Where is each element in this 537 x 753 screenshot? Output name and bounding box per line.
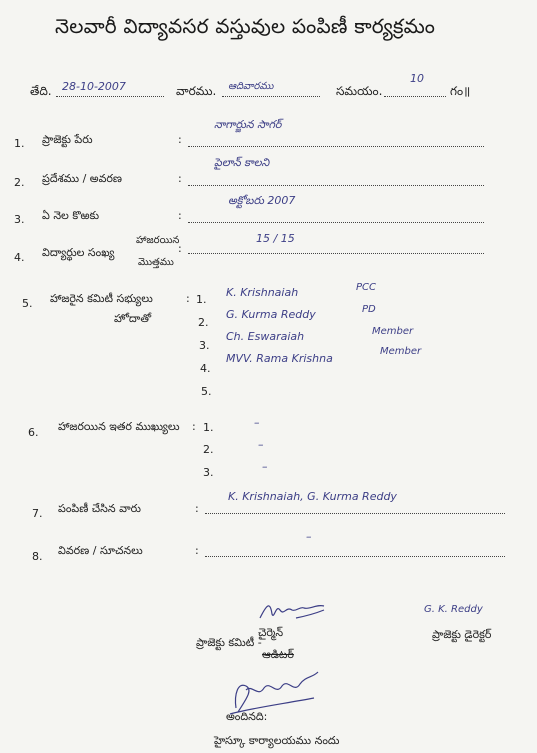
remarks-label: వివరణ / సూచనలు (58, 544, 143, 557)
colon: : (186, 292, 190, 305)
committee-member-name: MVV. Rama Krishna (226, 352, 333, 365)
month-dotted-line (188, 222, 484, 223)
committee-sublabel: హోదాతో (114, 312, 152, 325)
committee-member-number: 4. (200, 362, 211, 375)
distributor-dotted-line (205, 513, 505, 514)
committee-number: 5. (22, 297, 33, 310)
field-value-month: అక్టోబరు 2007 (228, 194, 296, 207)
field-sublabel-total: మొత్తము (138, 257, 174, 268)
distributor-number: 7. (32, 507, 43, 520)
place-dotted-line (188, 185, 484, 186)
field-number: 3. (14, 213, 25, 226)
remarks-number: 8. (32, 550, 43, 563)
field-value-place: పైలాన్ కాలని (214, 156, 270, 169)
committee-member-name: K. Krishnaiah (226, 286, 299, 299)
committee-member-role: Member (372, 326, 414, 337)
committee-member-number: 5. (201, 385, 212, 398)
committee-member-number: 3. (199, 339, 210, 352)
field-label-students: విద్యార్థుల సంఖ్య (42, 246, 115, 259)
auditor-label: ఆడిటర్ (262, 648, 294, 661)
remarks-dotted-line (205, 556, 505, 557)
students-dotted-line (188, 253, 484, 254)
field-label-place: ప్రదేశము / అవరణ (42, 172, 123, 185)
colon: : (195, 502, 199, 515)
others-member-number: 3. (203, 466, 214, 479)
project-committee-label: ప్రాజెక్టు కమిటీ - (196, 636, 262, 649)
committee-label: హాజరైన కమిటీ సభ్యులు (50, 292, 153, 305)
date-value: 28-10-2007 (62, 80, 126, 93)
field-number: 1. (14, 137, 25, 150)
director-signature: G. K. Reddy (424, 604, 483, 615)
time-value: 10 (410, 72, 424, 85)
day-dotted-line (222, 96, 320, 97)
field-number: 4. (14, 251, 25, 264)
others-member-value: – (262, 460, 268, 473)
director-label: ప్రాజెక్టు డైరెక్టర్ (432, 628, 492, 641)
others-member-number: 2. (203, 443, 214, 456)
others-member-number: 1. (203, 421, 214, 434)
committee-member-name: G. Kurma Reddy (226, 308, 316, 321)
field-number: 2. (14, 176, 25, 189)
time-label: సమయం. (336, 84, 383, 98)
field-sublabel-present: హాజరయిన (136, 235, 180, 246)
chairman-signature (256, 596, 328, 624)
colon: : (195, 544, 199, 557)
colon: : (192, 420, 196, 433)
day-value: ఆదివారము (228, 81, 274, 92)
remarks-value: – (306, 530, 312, 543)
committee-member-role: Member (380, 346, 422, 357)
field-label-project: ప్రాజెక్టు పేరు (42, 133, 93, 146)
colon: : (178, 209, 182, 222)
colon: : (178, 133, 182, 146)
time-dotted-line (384, 96, 446, 97)
others-label: హాజరయిన ఇతర ముఖ్యులు (58, 420, 180, 433)
distributor-label: పంపిణీ చేసిన వారు (58, 502, 141, 515)
field-value-project: నాగార్జున సాగర్ (214, 118, 282, 131)
distributor-value: K. Krishnaiah, G. Kurma Reddy (228, 490, 397, 503)
field-label-month: ఏ నెల కొఱకు (42, 209, 100, 222)
day-label: వారము. (176, 84, 217, 98)
others-member-value: – (254, 416, 260, 429)
office-label: హైస్కూ కార్యాలయము నందు (214, 734, 340, 747)
committee-member-role: PCC (356, 282, 376, 293)
time-suffix: గం॥ (450, 84, 471, 98)
field-value-students: 15 / 15 (256, 232, 295, 245)
project-dotted-line (188, 146, 484, 147)
committee-member-role: PD (362, 304, 376, 315)
committee-member-number: 1. (196, 293, 207, 306)
page-title: నెలవారీ విద్యావసర వస్తువుల పంపిణీ కార్యక్రమం (55, 14, 436, 38)
others-member-value: – (258, 438, 264, 451)
received-label: అందినది: (226, 710, 268, 723)
chairman-label: చైర్మెన్ (258, 626, 284, 639)
committee-member-number: 2. (198, 316, 209, 329)
colon: : (178, 172, 182, 185)
others-number: 6. (28, 426, 39, 439)
date-label: తేది. (30, 84, 52, 98)
colon: : (178, 242, 182, 255)
committee-member-name: Ch. Eswaraiah (226, 330, 305, 343)
date-dotted-line (56, 96, 164, 97)
